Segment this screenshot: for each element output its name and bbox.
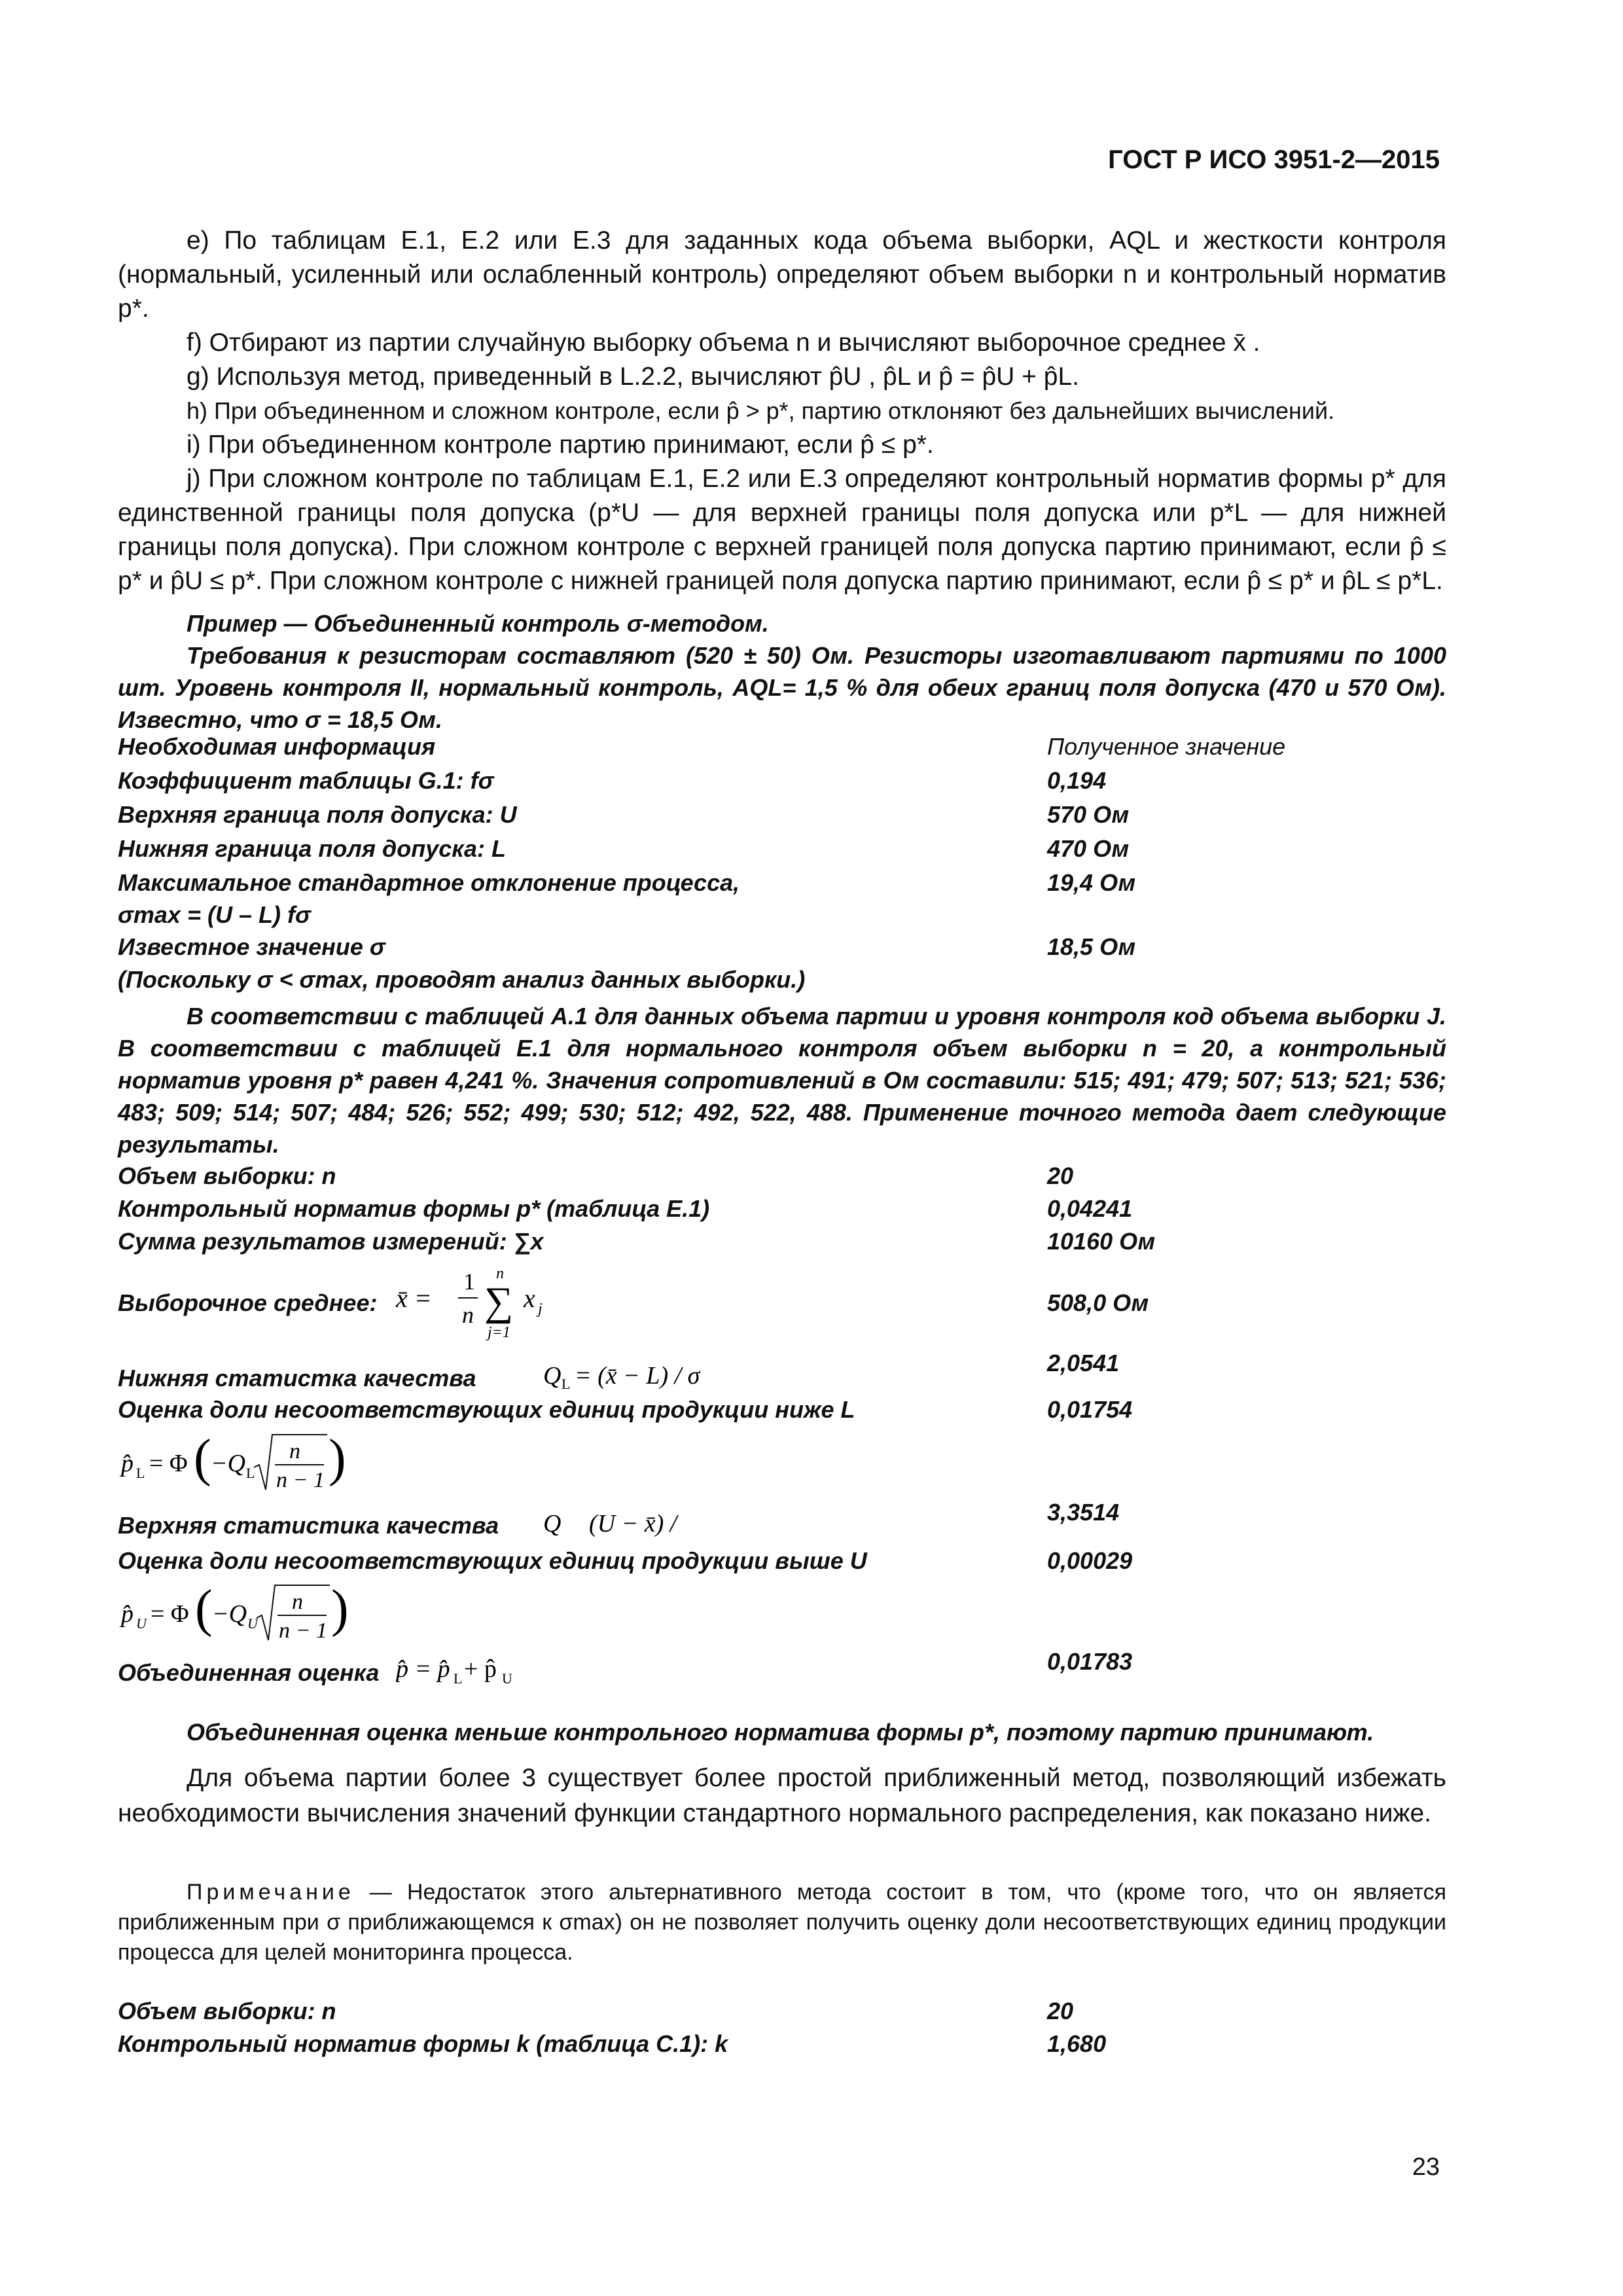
table2-row-label: Нижняя статистка качества (118, 1365, 476, 1391)
table1-row-value: 0,194 (1047, 767, 1107, 794)
page-number: 23 (1412, 2153, 1440, 2181)
svg-text:(U − x̄) /: (U − x̄) / (589, 1510, 677, 1537)
example-conclusion-text: Объединенная оценка меньше контрольного норматива формы p*, поэтому партию принимают. (187, 1719, 1374, 1746)
svg-text:U: U (247, 1615, 258, 1632)
table2-row-value: 508,0 Ом (1047, 1289, 1149, 1316)
table3-row-value: 20 (1047, 1998, 1074, 2024)
svg-text:L: L (246, 1465, 255, 1481)
table2-row-label: Контрольный норматив формы p* (таблица E.1) (118, 1195, 710, 1222)
table1-row-value: 18,5 Ом (1047, 933, 1136, 960)
table2-row-label: Сумма результатов измерений: ∑x (118, 1228, 544, 1255)
svg-text:n: n (496, 1265, 504, 1282)
svg-text:(: ( (194, 1429, 211, 1487)
table2-row-value: 3,3514 (1047, 1499, 1120, 1526)
svg-text:p̂: p̂ (121, 1600, 134, 1628)
combined-estimate-formula (396, 1648, 553, 1687)
svg-text:L: L (136, 1465, 145, 1481)
svg-text:n: n (462, 1302, 474, 1328)
table2-row-label: Объем выборки: n (118, 1162, 336, 1189)
svg-text:j: j (538, 1300, 543, 1318)
table1-row-value: 470 Ом (1047, 835, 1130, 862)
svg-text:x̄ =: x̄ = (396, 1283, 432, 1313)
table2-row-value: 0,04241 (1047, 1195, 1133, 1222)
table2-row-label: Оценка доли несоответствующих единиц продукции ниже L (118, 1396, 855, 1423)
step-h: h) При объединенном и сложном контроле, если p̂ > p*, партию отклоняют без дальнейших вычислений. (187, 397, 1335, 424)
svg-text:p̂: p̂ (121, 1450, 134, 1477)
table2-row-value: 0,00029 (1047, 1547, 1133, 1574)
table2-row-value: 10160 Ом (1047, 1228, 1156, 1255)
p-upper-formula (118, 1577, 353, 1649)
example-requirements: Требования к резисторам составляют (520 ± 50) Ом. Резисторы изготавливают партиями по 1000 шт. Уровень контроля II, нормальный контроль, AQL= 1,5 % для обеих границ поля допуска (470 и 570 Ом). Известно, что σ = 18,5 Ом. (118, 642, 1446, 733)
svg-text:−Q: −Q (211, 1450, 246, 1477)
note-text: — Недостаток этого альтернативного метода состоит в том, что (кроме того, что он является приближенным при σ приближающемся к σmax) он не позволяет получить оценку доли несоответствующих единиц продукции процесса для целей мониторинга процесса. (118, 1880, 1446, 1965)
svg-text:p̂ = p̂: p̂ = p̂ (396, 1655, 450, 1683)
note-block (118, 1877, 1446, 1967)
upper-quality-formula (543, 1503, 694, 1542)
svg-text:n: n (292, 1590, 303, 1614)
svg-text:= (x̄ − L) / σ: = (x̄ − L) / σ (575, 1362, 700, 1390)
table2-row-label: Верхняя статистика качества (118, 1512, 499, 1539)
svg-text:j=1: j=1 (488, 1324, 510, 1341)
svg-text:n: n (289, 1439, 300, 1463)
table2-row-label: Объединенная оценка (118, 1659, 380, 1686)
example-title: Пример — Объединенный контроль σ-методом. (187, 610, 769, 637)
svg-text:= Φ: = Φ (149, 1450, 188, 1477)
note-label: Примечание (187, 1880, 355, 1905)
svg-text:= Φ: = Φ (151, 1600, 189, 1628)
svg-text:−Q: −Q (212, 1600, 247, 1628)
table1-row-label: (Поскольку σ < σmax, проводят анализ данных выборки.) (118, 966, 806, 993)
step-g: g) Используя метод, приведенный в L.2.2, вычисляют p̂U , p̂L и p̂ = p̂U + p̂L. (187, 363, 1079, 391)
example-paragraph-2 (118, 1000, 1446, 1160)
table1-row-label: Нижняя граница поля допуска: L (118, 835, 506, 862)
table1-row-label: Коэффициент таблицы G.1: fσ (118, 767, 494, 794)
svg-text:L: L (454, 1670, 463, 1687)
table3-row-label: Контрольный норматив формы k (таблица C.1): k (118, 2030, 728, 2057)
step-i: i) При объединенном контроле партию принимают, если p̂ ≤ p*. (187, 431, 934, 459)
svg-text:Q: Q (543, 1362, 562, 1390)
p-lower-formula (118, 1427, 353, 1499)
lower-quality-formula (543, 1355, 720, 1394)
table3-row-value: 1,680 (1047, 2030, 1107, 2057)
example-paragraph-2-text: В соответствии с таблицей А.1 для данных объема партии и уровня контроля код объема выборки J. В соответствии с таблицей Е.1 для нормального контроля объем выборки n = 20, а контрольный норматив уровня p* равен 4,241 %. Значения сопротивлений в Ом составили: 515; 491; 479; 507; 513; 521; 536; 483; 509; 514; 507; 484; 526; 552; 499; 530; 512; 492, 522, 488. Применение точного метода дает следующие результаты. (118, 1003, 1446, 1158)
svg-text:+ p̂: + p̂ (464, 1655, 497, 1683)
svg-text:n − 1: n − 1 (276, 1468, 325, 1492)
document-code: ГОСТ Р ИСО 3951-2—2015 (1108, 145, 1440, 174)
example-conclusion (118, 1716, 1446, 1748)
table1-head-value: Полученное значение (1047, 733, 1286, 760)
svg-text:Q: Q (543, 1510, 562, 1537)
svg-text:U: U (502, 1670, 512, 1687)
approx-paragraph (118, 1761, 1446, 1831)
table1-row-value: 19,4 Ом (1047, 869, 1136, 896)
svg-text:U: U (136, 1615, 147, 1632)
table2-row-value: 20 (1047, 1162, 1074, 1189)
approx-paragraph-text: Для объема партии более 3 существует более простой приближенный метод, позволяющий избежать необходимости вычисления значений функции стандартного нормального распределения, как показано ниже. (118, 1764, 1446, 1827)
procedure-steps (118, 224, 1446, 598)
svg-text:): ) (329, 1429, 346, 1487)
table1-row-value: 570 Ом (1047, 801, 1130, 828)
table1-row-label: σmax = (U – L) fσ (118, 901, 311, 928)
table1-row-label: Максимальное стандартное отклонение процесса, (118, 869, 740, 896)
step-e: e) По таблицам Е.1, Е.2 или Е.3 для заданных кода объема выборки, AQL и жесткости контроля (нормальный, усиленный или ослабленный контроль) определяют объем выборки n и контрольный норматив p*. (118, 226, 1446, 323)
svg-text:): ) (331, 1580, 349, 1638)
svg-text:∑: ∑ (484, 1280, 514, 1324)
step-f: f) Отбирают из партии случайную выборку объема n и вычисляют выборочное среднее x̄ . (187, 329, 1260, 357)
table2-row-value: 2,0541 (1047, 1350, 1120, 1376)
table3-row-label: Объем выборки: n (118, 1998, 336, 2024)
table2-row-value: 0,01783 (1047, 1648, 1133, 1675)
table1-head-label: Необходимая информация (118, 733, 436, 760)
table1-row-label: Известное значение σ (118, 933, 385, 960)
example-block (118, 607, 1446, 736)
table1-row-label: Верхняя граница поля допуска: U (118, 801, 517, 828)
sample-mean-formula (393, 1260, 589, 1345)
table2-row-label: Выборочное среднее: (118, 1289, 378, 1316)
svg-text:1: 1 (463, 1268, 475, 1295)
step-j: j) При сложном контроле по таблицам Е.1, Е.2 или Е.3 определяют контрольный норматив формы p* для единственной границы поля допуска (p*U — для верхней границы поля допуска или p*L — для нижней границы поля допуска). При сложном контроле с верхней границей поля допуска партию принимают, если p̂ ≤ p* и p̂U ≤ p*. При сложном контроле с нижней границей поля допуска партию принимают, если p̂ ≤ p* и p̂L ≤ p*L. (118, 465, 1446, 595)
svg-text:n − 1: n − 1 (279, 1619, 327, 1643)
table2-row-label: Оценка доли несоответствующих единиц продукции выше U (118, 1547, 867, 1574)
table2-row-value: 0,01754 (1047, 1396, 1133, 1423)
svg-text:x: x (524, 1283, 535, 1313)
svg-text:L: L (562, 1376, 571, 1392)
svg-text:(: ( (195, 1580, 213, 1638)
